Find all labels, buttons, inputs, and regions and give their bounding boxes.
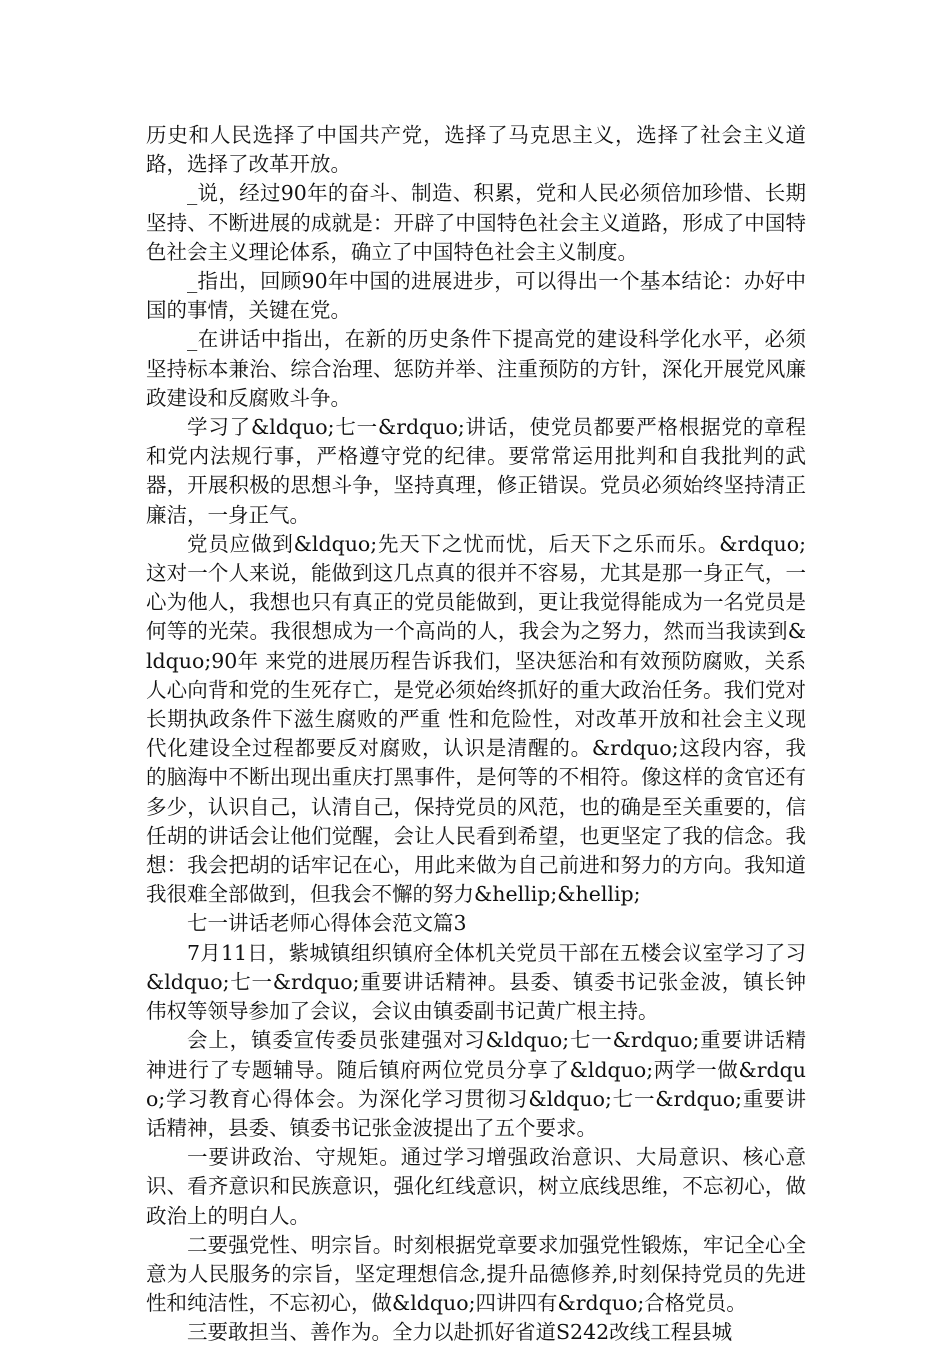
paragraph-6: 党员应做到&ldquo;先天下之忧而忧，后天下之乐而乐。&rdquo;这对一个人来说，能做到这几点真的很并不容易，尤其是那一身正气，一心为他人，我想也只有真正的党员能做到，更让我觉得能成为一名党员是何等的光荣。我很想成为一个高尚的人，我会为之努力，然而当我读到&ldquo;90年 来党的进展历程告诉我们，坚决惩治和有效预防腐败，关系人心向背和党的生死存亡，是党必须始终抓好的重大政治任务。我们党对长期执政条件下滋生腐败的严重 性和危险性，对改革开放和社会主义现代化建设全过程都要反对腐败，认识是清醒的。&rdquo;这段内容，我的脑海中不断出现出重庆打黑事件，是何等的不相符。像这样的贪官还有多少，认识自己，认清自己，保持党员的风范，也的确是至关重要的，信任胡的讲话会让他们觉醒，会让人民看到希望，也更坚定了我的信念。我想：我会把胡的话牢记在心，用此来做为自己前进和努力的方向。我知道我很难全部做到，但我会不懈的努力&hellip;&hellip; xyxy=(146,531,806,907)
paragraph-7: 7月11日，紫城镇组织镇府全体机关党员干部在五楼会议室学习了习&ldquo;七一&rdquo;重要讲话精神。县委、镇委书记张金波，镇长钟伟权等领导参加了会议，会议由镇委副书记黄广根主持。 xyxy=(146,940,806,1024)
section-heading: 七一讲话老师心得体会范文篇3 xyxy=(187,911,467,936)
paragraph-5: 学习了&ldquo;七一&rdquo;讲话，使党员都要严格根据党的章程和党内法规行事，严格遵守党的纪律。要常常运用批判和自我批判的武器，开展积极的思想斗争，坚持真理，修正错误。党员必须始终坚持清正廉洁，一身正气。 xyxy=(146,415,806,527)
paragraph-11: 三要敢担当、善作为。全力以赴抓好省道S242改线工程县城 xyxy=(187,1320,733,1345)
paragraph-8: 会上，镇委宣传委员张建强对习&ldquo;七一&rdquo;重要讲话精神进行了专题辅导。随后镇府两位党员分享了&ldquo;两学一做&rdquo;学习教育心得体会。为深化学习贯彻习&ldquo;七一&rdquo;重要讲话精神，县委、镇委书记张金波提出了五个要求。 xyxy=(146,1028,806,1140)
paragraph-1: 历史和人民选择了中国共产党，选择了马克思主义，选择了社会主义道路，选择了改革开放。 xyxy=(146,123,806,177)
document-body xyxy=(146,121,806,1348)
paragraph-3: _指出，回顾90年中国的进展进步，可以得出一个基本结论：办好中国的事情，关键在党。 xyxy=(146,269,806,323)
paragraph-10: 二要强党性、明宗旨。时刻根据党章要求加强党性锻炼，牢记全心全意为人民服务的宗旨，坚定理想信念,提升品德修养,时刻保持党员的先进性和纯洁性，不忘初心，做&ldquo;四讲四有&rdquo;合格党员。 xyxy=(146,1232,806,1316)
paragraph-2: _说，经过90年的奋斗、制造、积累，党和人民必须倍加珍惜、长期坚持、不断进展的成就是：开辟了中国特色社会主义道路，形成了中国特色社会主义理论体系，确立了中国特色社会主义制度。 xyxy=(146,181,806,264)
paragraph-9: 一要讲政治、守规矩。通过学习增强政治意识、大局意识、核心意识、看齐意识和民族意识，强化红线意识，树立底线思维，不忘初心，做政治上的明白人。 xyxy=(146,1145,806,1228)
paragraph-4: _在讲话中指出，在新的历史条件下提高党的建设科学化水平，必须坚持标本兼治、综合治理、惩防并举、注重预防的方针，深化开展党风廉政建设和反腐败斗争。 xyxy=(146,327,806,410)
